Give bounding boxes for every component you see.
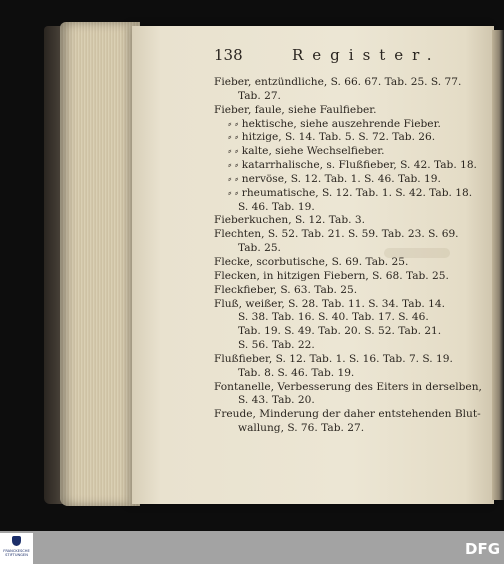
entry-line: Fieber, entzündliche, S. 66. 67. Tab. 25. S. 77. [214, 76, 462, 88]
entry-line: ⸗ ⸗ nervöse, S. 12. Tab. 1. S. 46. Tab. 19. [228, 172, 441, 185]
dfg-logo[interactable]: DFG [465, 540, 501, 558]
entry-line: Fontanelle, Verbesserung des Eiters in derselben, [214, 380, 482, 393]
viewer-footer-bar [0, 531, 504, 564]
entry-line: Tab. 19. S. 49. Tab. 20. S. 52. Tab. 21. [238, 325, 442, 338]
library-logo-text: FRANCKESCHE STIFTUNGEN [3, 549, 30, 558]
library-crest-icon [12, 536, 21, 546]
entry-line: Tab. 27. [238, 89, 281, 102]
entry-line: Fleckfieber, S. 63. Tab. 25. [214, 283, 358, 296]
entry-line: ⸗ ⸗ kalte, siehe Wechselfieber. [228, 145, 385, 158]
page-header [214, 46, 476, 68]
entry-line: ⸗ ⸗ rheumatische, S. 12. Tab. 1. S. 42. Tab. 18. [228, 186, 473, 199]
entry-line: wallung, S. 76. Tab. 27. [238, 422, 365, 435]
register-entries [214, 76, 482, 436]
entry-line: Flecken, in hitzigen Fiebern, S. 68. Tab. 25. [214, 269, 449, 282]
page-number: 138 [214, 46, 243, 64]
entry-line: Fieber, faule, siehe Faulfieber. [214, 103, 377, 116]
entry-line: Tab. 25. [238, 242, 281, 255]
entry-line: S. 56. Tab. 22. [238, 339, 315, 352]
page-title: Register. [292, 46, 441, 64]
library-logo[interactable] [0, 533, 33, 564]
page-gutter-shadow [492, 30, 504, 500]
entry-line: Freude, Minderung der daher entstehenden Blut- [214, 408, 481, 421]
entry-line: ⸗ ⸗ katarrhalische, s. Flußfieber, S. 42. Tab. 18. [228, 159, 477, 172]
entry-line: Flußfieber, S. 12. Tab. 1. S. 16. Tab. 7. S. 19. [214, 352, 453, 365]
entry-line: ⸗ ⸗ hitzige, S. 14. Tab. 5. S. 72. Tab. 26. [228, 131, 436, 144]
entry-line: Flecke, scorbutische, S. 69. Tab. 25. [214, 255, 409, 268]
entry-line: Tab. 8. S. 46. Tab. 19. [238, 366, 355, 379]
entry-line: S. 38. Tab. 16. S. 40. Tab. 17. S. 46. [238, 311, 429, 324]
entry-line: S. 43. Tab. 20. [238, 394, 315, 407]
entry-line: Fieberkuchen, S. 12. Tab. 3. [214, 214, 365, 227]
entry-line: ⸗ ⸗ hektische, siehe auszehrende Fieber. [228, 117, 441, 130]
entry-line: S. 46. Tab. 19. [238, 200, 315, 213]
entry-line: Flechten, S. 52. Tab. 21. S. 59. Tab. 23. S. 69. [214, 228, 459, 241]
entry-line: Fluß, weißer, S. 28. Tab. 11. S. 34. Tab. 14. [214, 297, 445, 310]
page-stack-edge [60, 22, 140, 506]
